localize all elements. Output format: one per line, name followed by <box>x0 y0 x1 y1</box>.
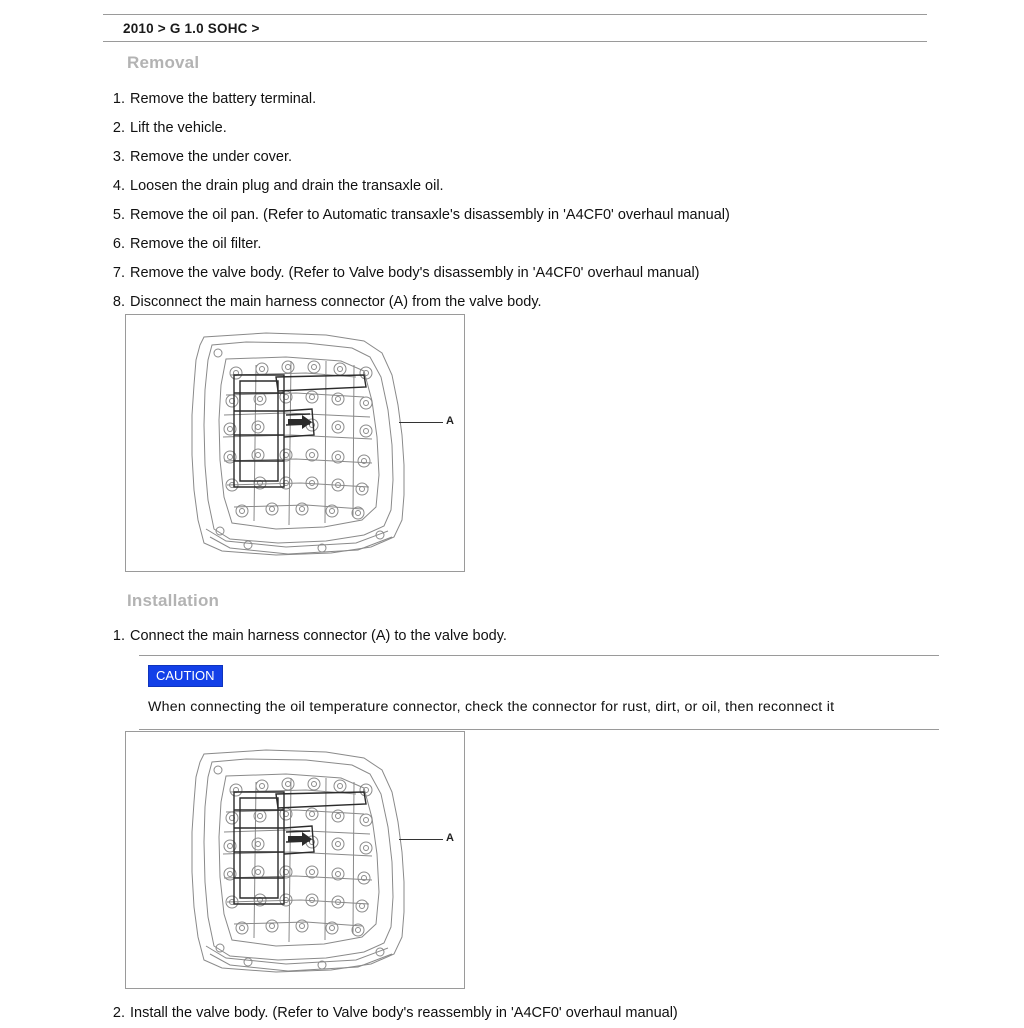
list-item <box>99 201 730 230</box>
figure-valve-body-installation <box>125 731 465 989</box>
step-number: 4. <box>112 178 125 194</box>
list-item <box>99 85 730 114</box>
step-number: 3. <box>112 149 125 165</box>
step-number: 8. <box>112 294 125 310</box>
step-text: Lift the vehicle. <box>130 120 227 136</box>
installation-step-list <box>99 622 507 651</box>
section-heading-installation: Installation <box>127 591 220 610</box>
list-item <box>99 230 730 259</box>
valve-body-diagram-icon <box>126 732 464 988</box>
caution-box <box>139 655 939 730</box>
step-text: Remove the valve body. (Refer to Valve body's disassembly in 'A4CF0' overhaul manual) <box>130 265 700 281</box>
step-text: Remove the oil filter. <box>130 236 262 252</box>
callout-label-a: A <box>446 832 454 844</box>
step-text: Install the valve body. (Refer to Valve body's reassembly in 'A4CF0' overhaul manual) <box>130 1005 678 1021</box>
status-badge: CAUTION <box>148 665 223 687</box>
caution-text: When connecting the oil temperature connector, check the connector for rust, dirt, or oil, then reconnect it <box>148 699 835 715</box>
step-number: 2. <box>112 1005 125 1021</box>
callout-leader-line <box>399 422 443 423</box>
list-item <box>99 114 730 143</box>
callout-leader-line <box>399 839 443 840</box>
step-number: 1. <box>112 628 125 644</box>
step-text: Remove the oil pan. (Refer to Automatic transaxle's disassembly in 'A4CF0' overhaul manual) <box>130 207 730 223</box>
list-item <box>99 622 507 651</box>
step-text: Remove the battery terminal. <box>130 91 317 107</box>
figure-valve-body-removal <box>125 314 465 572</box>
step-text: Remove the under cover. <box>130 149 293 165</box>
step-number: 7. <box>112 265 125 281</box>
breadcrumb <box>103 14 927 42</box>
step-text: Disconnect the main harness connector (A) from the valve body. <box>130 294 542 310</box>
list-item <box>99 288 730 317</box>
valve-body-diagram-icon <box>126 315 464 571</box>
step-number: 1. <box>112 91 125 107</box>
step-number: 2. <box>112 120 125 136</box>
step-number: 6. <box>112 236 125 252</box>
step-number: 5. <box>112 207 125 223</box>
section-heading-removal: Removal <box>127 53 200 72</box>
list-item <box>99 259 730 288</box>
step-text: Connect the main harness connector (A) to the valve body. <box>130 628 507 644</box>
list-item <box>99 172 730 201</box>
breadcrumb-text: 2010 > G 1.0 SOHC > <box>123 20 260 36</box>
step-text: Loosen the drain plug and drain the transaxle oil. <box>130 178 444 194</box>
removal-step-list <box>99 85 730 317</box>
callout-label-a: A <box>446 415 454 427</box>
list-item <box>99 143 730 172</box>
